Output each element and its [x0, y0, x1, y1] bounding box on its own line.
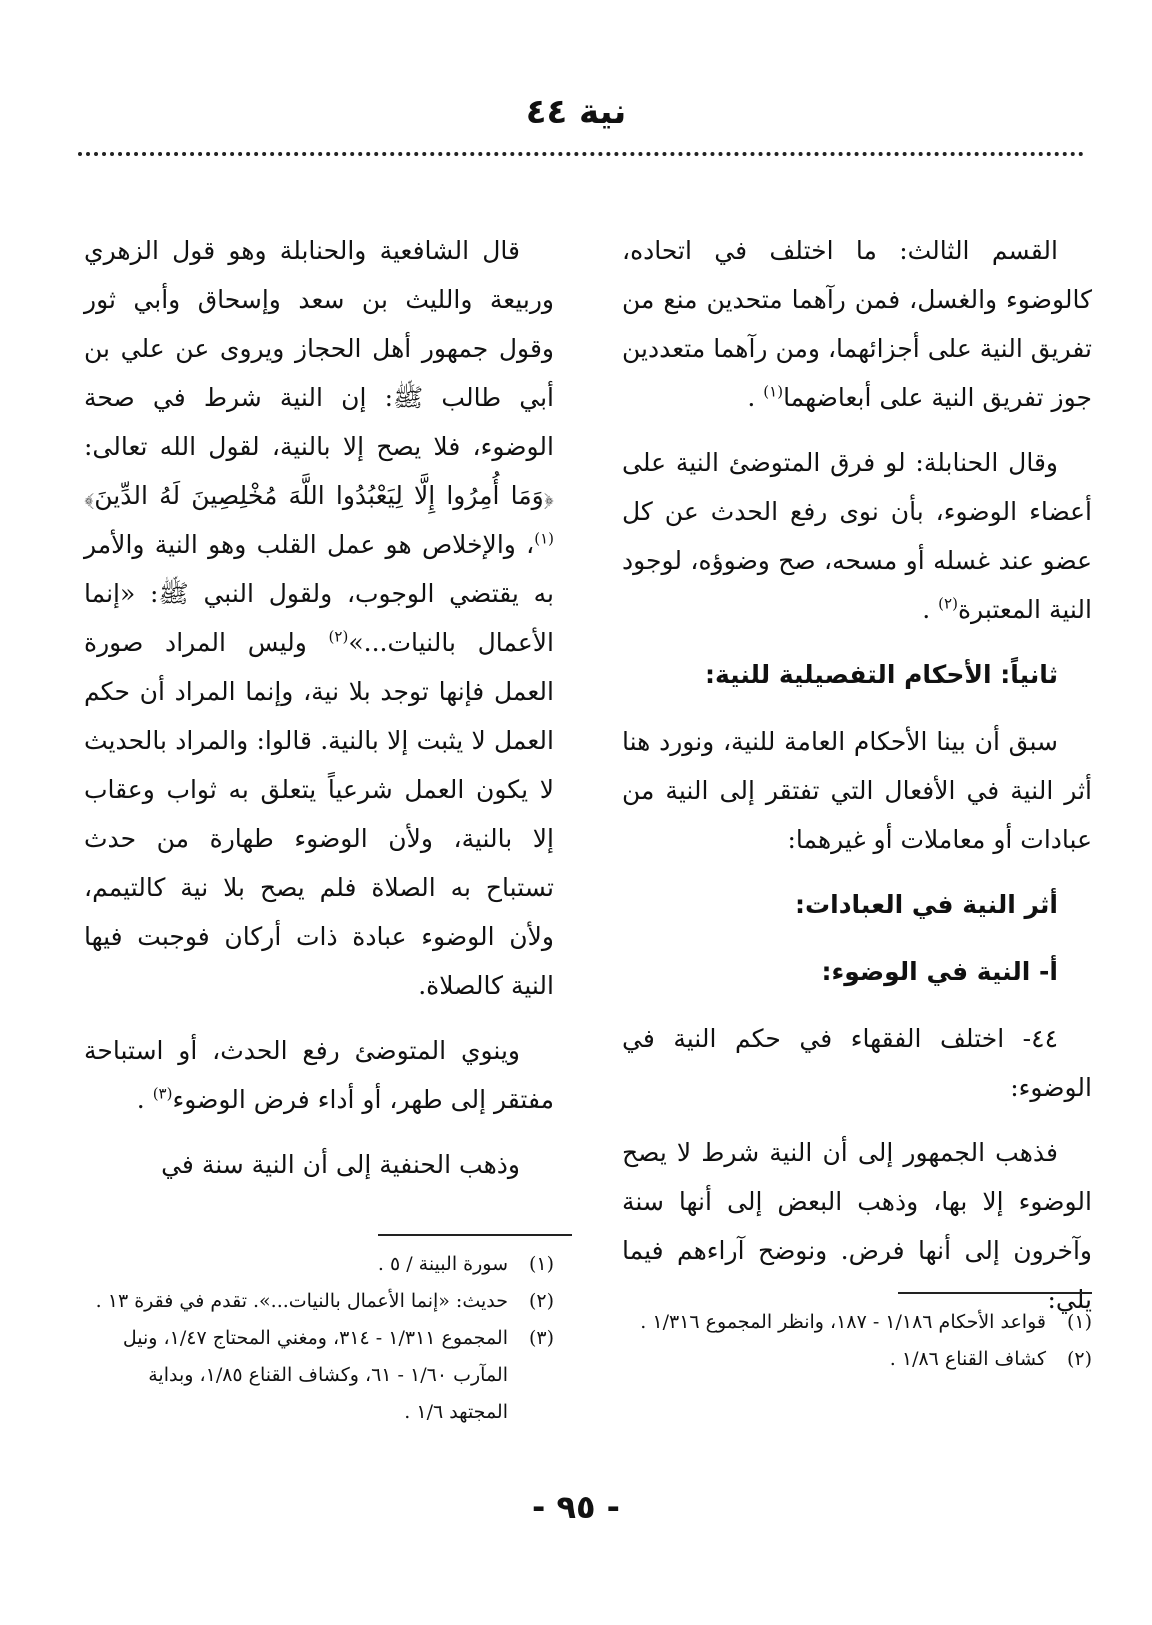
footnotes-left — [84, 1246, 554, 1431]
footnote-text: كشاف القناع ١/٨٦ . — [889, 1348, 1046, 1370]
paragraph-text: وليس المراد صورة العمل فإنها توجد بلا نية، وإنما المراد أن حكم العمل لا يثبت إلا بالنية. قالوا: والمراد بالحديث لا يكون العمل شرعياً يتعلق به ثواب وعقاب إلا بالنية، ولأن الوضوء طهارة من حدث تستباح به الصلاة فلم يصح بلا نية كالتيمم، ولأن الوضوء عبادة ذات أركان فوجبت فيها النية كالصلاة. — [84, 628, 554, 1000]
footnote-text: المجموع ١/٣١١ - ٣١٤، ومغني المحتاج ١/٤٧، ونيل المآرب ١/٦٠ - ٦١، وكشاف القناع ١/٨٥، وبداية المجتهد ١/٦ . — [122, 1327, 508, 1423]
footnote-text: سورة البينة / ٥ . — [377, 1253, 508, 1275]
paragraph-text: وقال الحنابلة: لو فرق المتوضئ النية على أعضاء الوضوء، بأن نوى رفع الحدث عن كل عضو عند غسله أو مسحه، صح وضوؤه، لوجود النية المعتبرة — [622, 448, 1092, 624]
paragraph-hanafi: وذهب الحنفية إلى أن النية سنة في — [161, 1150, 520, 1179]
footnote-divider-right — [898, 1292, 1092, 1294]
footnote-item — [84, 1246, 554, 1283]
paragraph-numbered-44: ٤٤- اختلف الفقهاء في حكم النية في الوضوء: — [622, 1024, 1092, 1102]
footnote-number: (٢) — [528, 1290, 554, 1312]
footnote-ref: (٢) — [328, 627, 349, 646]
paragraph-intention-content: وينوي المتوضئ رفع الحدث، أو استباحة مفتقر إلى طهر، أو أداء فرض الوضوء$^{(٣)}$ . — [84, 1036, 554, 1114]
footnote-text: قواعد الأحكام ١/١٨٦ - ١٨٧، وانظر المجموع ١/٣١٦ . — [640, 1311, 1046, 1333]
footnote-divider-left — [378, 1234, 572, 1236]
footnote-text: حديث: «إنما الأعمال بالنيات...». تقدم في فقرة ١٣ . — [95, 1290, 508, 1312]
paragraph-shafii-hanbali — [84, 226, 554, 1010]
paragraph-majority: فذهب الجمهور إلى أن النية شرط لا يصح الوضوء إلا بها، وذهب البعض إلى أنها سنة وآخرون إلى أنها فرض. ونوضح آراءهم فيما يلي: — [622, 1138, 1092, 1314]
footnote-item — [84, 1320, 554, 1431]
paragraph-text: قال الشافعية والحنابلة وهو قول الزهري وربيعة والليث بن سعد وإسحاق وأبي ثور وقول جمهور أهل الحجاز ويروى عن علي بن أبي طالب ﷺ: إن النية شرط في صحة الوضوء، فلا يصح إلا بالنية، لقول الله تعالى: ﴿وَمَا أُمِرُوا إِلَّا لِيَعْبُدُوا اللَّهَ مُخْلِصِينَ لَهُ الدِّينَ﴾ — [84, 236, 554, 510]
footnote-ref: (١) — [534, 529, 554, 548]
paragraph-text: ، والإخلاص هو عمل القلب وهو النية والأمر به يقتضي الوجوب، ولقول النبي ﷺ: «إنما الأعمال بالنيات...» — [84, 530, 554, 657]
footnote-ref: (١) — [763, 382, 784, 401]
footnote-ref: (٢) — [938, 594, 958, 613]
footnote-ref: (٣) — [152, 1084, 173, 1103]
section-heading-detailed-rulings: ثانياً: الأحكام التفصيلية للنية: — [704, 660, 1058, 689]
footnote-number: (٣) — [528, 1327, 554, 1349]
footnote-item — [622, 1304, 1092, 1341]
footnote-number: (١) — [528, 1253, 554, 1275]
header-dotted-divider — [78, 152, 1084, 156]
footnote-number: (١) — [1066, 1311, 1092, 1333]
section-heading-wudu: أ- النية في الوضوء: — [821, 957, 1058, 986]
footnote-number: (٢) — [1066, 1348, 1092, 1370]
paragraph-intro: سبق أن بينا الأحكام العامة للنية، ونورد هنا أثر النية في الأفعال التي تفتقر إلى النية من عبادات أو معاملات أو غيرهما: — [622, 727, 1092, 854]
page-header-title: نية ٤٤ — [525, 92, 627, 132]
footnote-item — [84, 1283, 554, 1320]
paragraph-third-section: القسم الثالث: ما اختلف في اتحاده، كالوضوء والغسل، فمن رآهما متحدين منع من تفريق النية على أجزائهما، ومن رآهما متعددين جوز تفريق النية على أبعاضهما$^{(١)}$ . — [622, 236, 1092, 412]
footnotes-right — [622, 1304, 1092, 1378]
footnote-item — [622, 1341, 1092, 1378]
paragraph-hanabila: وقال الحنابلة: لو فرق المتوضئ النية على أعضاء الوضوء، بأن نوى رفع الحدث عن كل عضو عند غسله أو مسحه، صح وضوؤه، لوجود النية المعتبرة$^{(٢)}$ . — [622, 448, 1092, 624]
left-column — [84, 226, 554, 1205]
paragraph-text: القسم الثالث: ما اختلف في اتحاده، كالوضوء والغسل، فمن رآهما متحدين منع من تفريق النية على أجزائهما، ومن رآهما متعددين جوز تفريق النية على أبعاضهما — [622, 236, 1092, 412]
paragraph-text: وينوي المتوضئ رفع الحدث، أو استباحة مفتقر إلى طهر، أو أداء فرض الوضوء — [84, 1036, 554, 1114]
section-heading-worship: أثر النية في العبادات: — [795, 890, 1058, 919]
page-number: - ٩٥ - — [532, 1488, 620, 1526]
right-column — [622, 226, 1092, 1340]
